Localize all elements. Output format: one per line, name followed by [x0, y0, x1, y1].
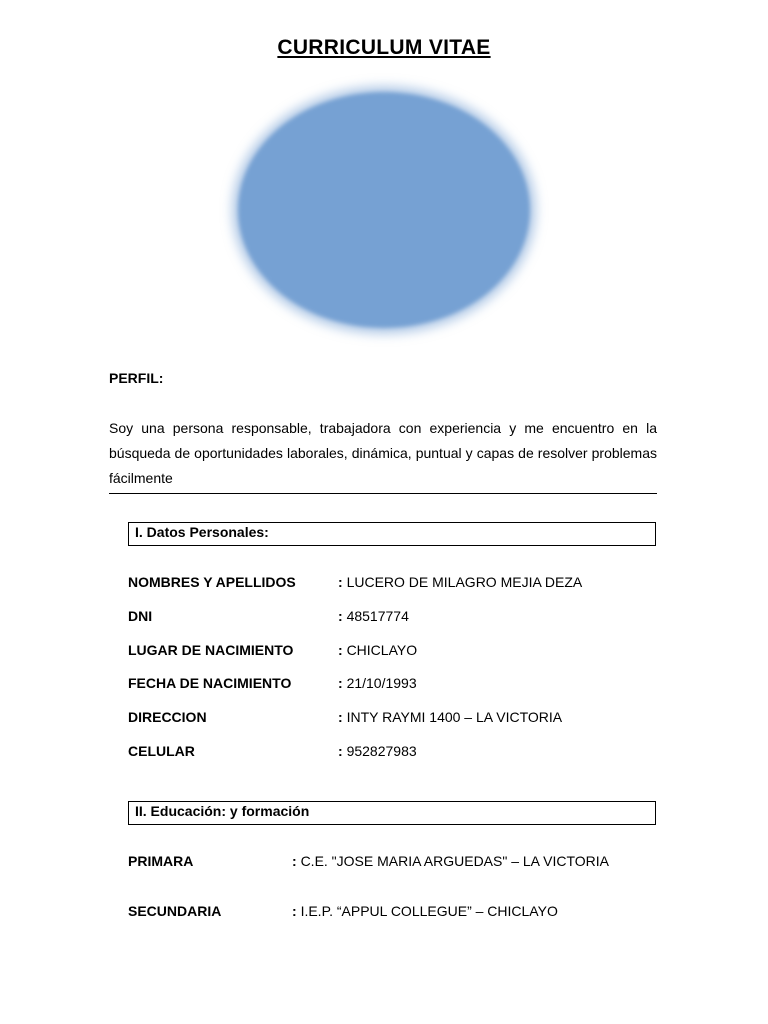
field-separator: : [292, 853, 301, 869]
row-primaria [128, 853, 609, 869]
row-dni [128, 608, 409, 624]
field-separator: : [338, 709, 347, 725]
section-datos-personales-header: I. Datos Personales: [128, 522, 656, 546]
field-separator: : [292, 903, 301, 919]
section-educacion-header: II. Educación: y formación [128, 801, 656, 825]
field-value: 952827983 [346, 743, 417, 759]
field-value: I.E.P. “APPUL COLLEGUE” – CHICLAYO [300, 903, 558, 919]
row-direccion [128, 709, 562, 725]
field-separator: : [338, 743, 347, 759]
field-label: NOMBRES Y APELLIDOS [128, 574, 296, 590]
field-value: INTY RAYMI 1400 – LA VICTORIA [346, 709, 563, 725]
field-label: PRIMARA [128, 853, 194, 869]
field-value: 48517774 [346, 608, 409, 624]
row-celular [128, 743, 417, 759]
field-value: C.E. "JOSE MARIA ARGUEDAS" – LA VICTORIA [300, 853, 609, 869]
document-title: CURRICULUM VITAE [277, 36, 491, 59]
field-label: FECHA DE NACIMIENTO [128, 675, 292, 691]
field-separator: : [338, 608, 347, 624]
field-value: LUCERO DE MILAGRO MEJIA DEZA [346, 574, 583, 590]
row-fecha-nacimiento [128, 675, 417, 691]
row-nombres [128, 574, 582, 590]
field-label: LUGAR DE NACIMIENTO [128, 642, 294, 658]
field-value: CHICLAYO [346, 642, 418, 658]
row-secundaria [128, 903, 558, 919]
field-value: 21/10/1993 [346, 675, 417, 691]
field-label: CELULAR [128, 743, 195, 759]
photo-placeholder [238, 92, 530, 328]
perfil-label: PERFIL: [109, 370, 164, 386]
field-label: DNI [128, 608, 153, 624]
field-separator: : [338, 642, 347, 658]
field-separator: : [338, 574, 347, 590]
perfil-text: Soy una persona responsable, trabajadora con experiencia y me encuentro en la búsqueda de oportunidades laborales, dinámica, puntual y capas de resolver problemas fácilmente [109, 416, 657, 494]
field-label: SECUNDARIA [128, 903, 222, 919]
field-label: DIRECCION [128, 709, 207, 725]
row-lugar-nacimiento [128, 642, 417, 658]
field-separator: : [338, 675, 347, 691]
